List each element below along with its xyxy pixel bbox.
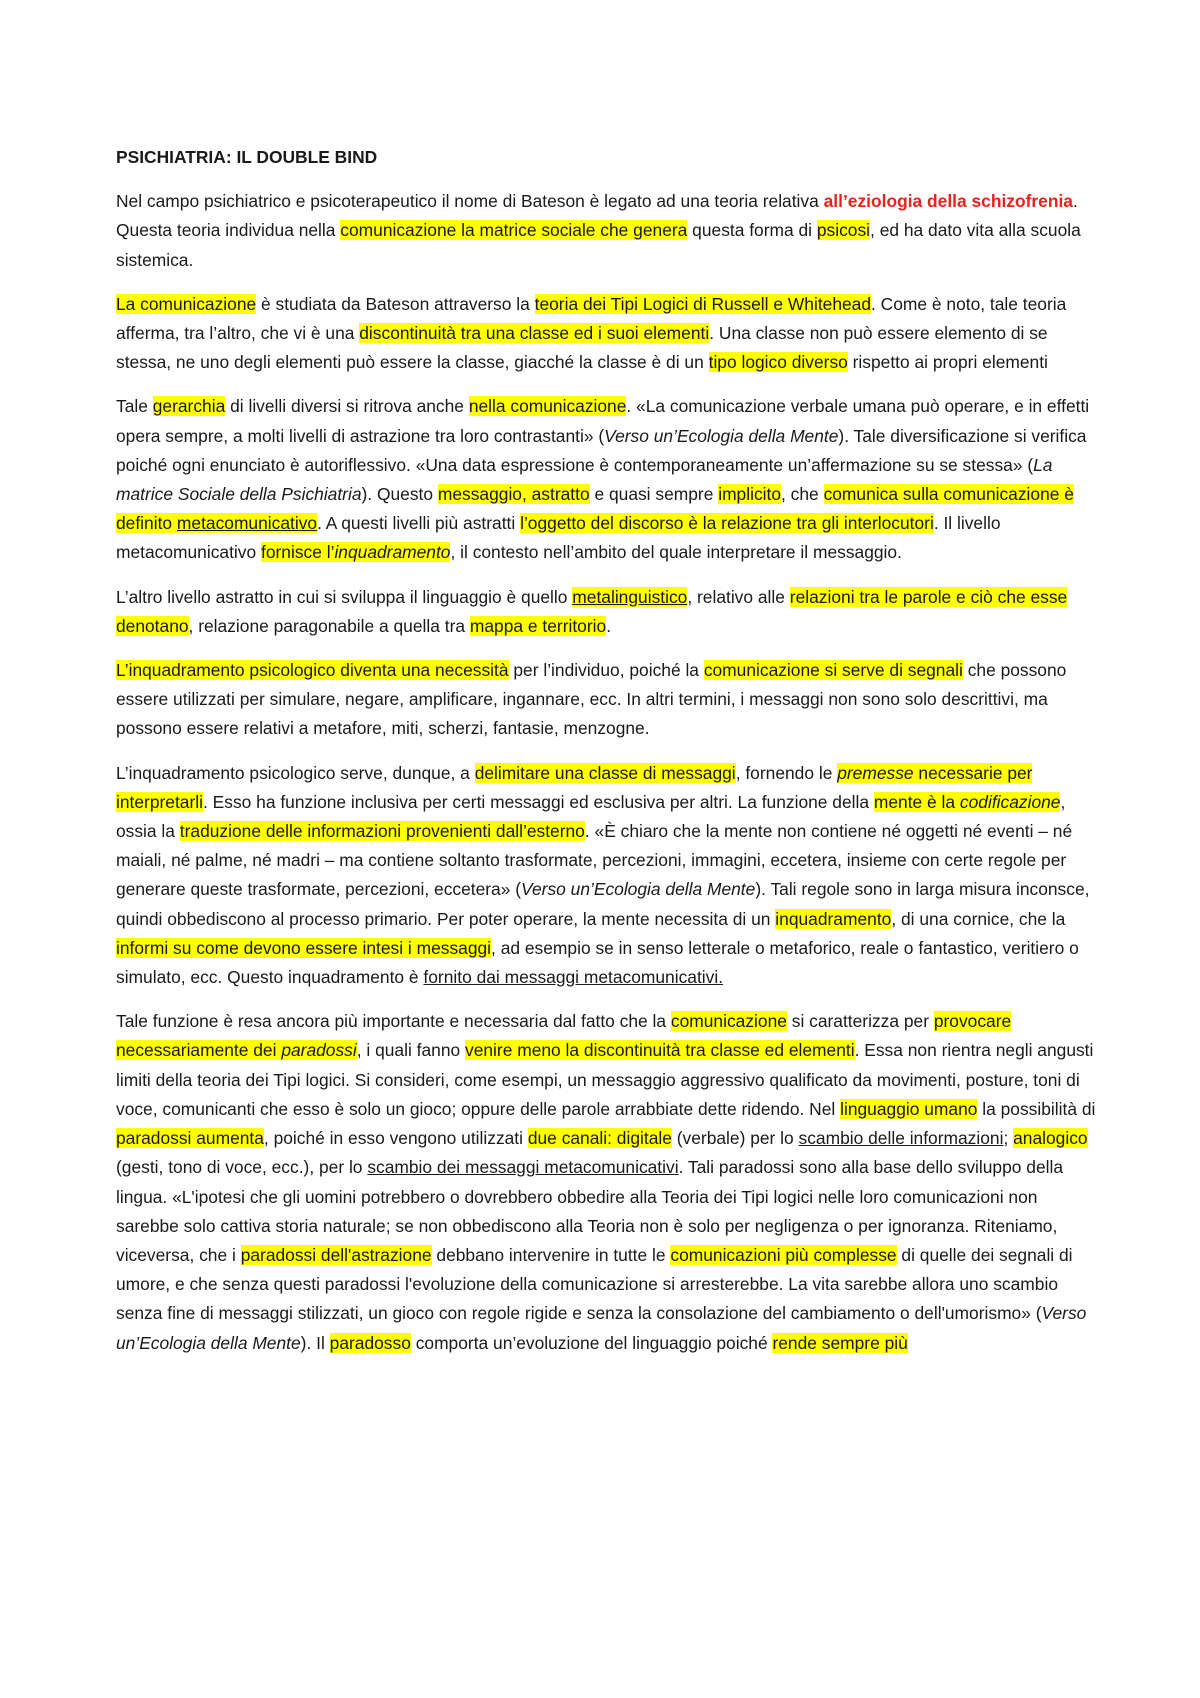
text-run: comunicazione la matrice sociale che genera xyxy=(340,220,688,241)
text-run: ). Il xyxy=(300,1332,330,1353)
text-run: L’altro livello astratto in cui si sviluppa il linguaggio è quello xyxy=(116,586,573,607)
text-run: La matrice Sociale della Psichiatria xyxy=(116,454,1053,505)
text-run: discontinuità tra una classe ed i suoi elementi xyxy=(359,323,710,344)
text-run: , relazione paragonabile a quella tra xyxy=(188,615,470,636)
text-run: . Il livello metacomunicativo xyxy=(116,513,1001,563)
text-run: si caratterizza per xyxy=(786,1011,934,1032)
paragraph-3 xyxy=(116,392,1096,567)
text-run: . xyxy=(606,615,612,636)
text-run: delimitare una classe di messaggi xyxy=(474,762,736,783)
text-run: che possono essere utilizzati per simulare, negare, amplificare, ingannare, ecc. In altri termini, i messaggi non sono solo descrittivi, ma possono essere relativi a metafore, miti, scherzi, fantasie, menzogne. xyxy=(116,660,1067,739)
text-run: paradossi aumenta xyxy=(116,1128,264,1149)
text-run: per l’individuo, poiché la xyxy=(508,660,704,681)
text-run: rispetto ai propri elementi xyxy=(847,352,1048,373)
text-run: . Come è noto, tale teoria afferma, tra l’altro, che vi è una xyxy=(116,293,1067,344)
document-body xyxy=(116,143,1096,1373)
text-run: Tale funzione è resa ancora più importante e necessaria dal fatto che la xyxy=(116,1011,671,1032)
text-run: codificazione xyxy=(959,791,1061,812)
text-run: all’eziologia della schizofrenia xyxy=(823,191,1073,212)
text-run: . Una classe non può essere elemento di se stessa, ne uno degli elementi può essere la classe, giacché la classe è di un xyxy=(116,323,1048,373)
text-run: l’oggetto del discorso è la relazione tra gli interlocutori xyxy=(520,513,934,534)
text-run: teoria dei Tipi Logici di Russell e Whitehead xyxy=(534,293,872,314)
document-title: PSICHIATRIA: IL DOUBLE BIND xyxy=(116,147,378,167)
paragraph-1 xyxy=(116,187,1096,275)
text-run: nella comunicazione xyxy=(468,396,627,417)
text-run: è studiata da Bateson attraverso la xyxy=(256,293,535,314)
text-run: ). Questo xyxy=(361,484,438,505)
text-run: . Essa non rientra negli angusti limiti della teoria dei Tipi logici. Si consideri, come esempi, un messaggio aggressivo qualificato da movimenti, posture, toni di voce, comunicanti che esso è solo un gioco; oppure delle parole arrabbiate dette ridendo. Nel xyxy=(116,1040,1094,1119)
text-run: ). Tali regole sono in larga misura inconsce, quindi obbediscono al processo primario. Per poter operare, la mente necessita di un xyxy=(116,879,1090,929)
text-run: di livelli diversi si ritrova anche xyxy=(225,396,469,417)
text-run: . Questa teoria individua nella xyxy=(116,191,1078,241)
text-run: (verbale) per lo xyxy=(671,1128,799,1149)
text-run: necessarie per interpretarli xyxy=(116,762,1033,812)
text-run: linguaggio umano xyxy=(840,1098,978,1119)
text-run: mente è la xyxy=(873,791,960,812)
text-run: gerarchia xyxy=(152,396,226,417)
text-run: , che xyxy=(781,484,824,505)
text-run: paradossi xyxy=(281,1040,357,1061)
text-run: fornisce l’ xyxy=(260,542,335,563)
text-run: , poiché in esso vengono utilizzati xyxy=(263,1128,528,1149)
text-run: Verso un’Ecologia della Mente xyxy=(116,1303,1087,1353)
text-run: rende sempre più xyxy=(772,1332,908,1353)
text-run: venire meno la discontinuità tra classe ed elementi xyxy=(465,1040,855,1061)
text-run: ). Tale diversificazione si verifica poiché ogni enunciato è autoriflessivo. «Una data espressione è contemporaneamente un’affermazione su se stessa» ( xyxy=(116,425,1087,475)
text-run: , di una cornice, che la xyxy=(891,908,1066,929)
text-run: , il contesto nell’ambito del quale interpretare il messaggio. xyxy=(450,542,902,563)
paragraphs-container xyxy=(116,187,1096,1358)
text-run: analogico xyxy=(1013,1128,1088,1149)
text-run: comunica sulla comunicazione è definito xyxy=(116,484,1074,534)
text-run: metalinguistico xyxy=(572,586,688,607)
text-run: . «La comunicazione verbale umana può operare, e in effetti opera sempre, a molti livelli di astrazione tra loro contrastanti» ( xyxy=(116,396,1090,446)
text-run: . Esso ha funzione inclusiva per certi messaggi ed esclusiva per altri. La funzione della xyxy=(203,791,874,812)
text-run: comunicazione si serve di segnali xyxy=(703,660,963,681)
text-run: scambio dei messaggi metacomunicativi xyxy=(367,1157,679,1178)
text-run: , relativo alle xyxy=(687,586,790,607)
text-run: L’inquadramento psicologico diventa una necessità xyxy=(116,660,509,681)
text-run: tipo logico diverso xyxy=(708,352,848,373)
text-run: mappa e territorio xyxy=(469,615,607,636)
paragraph-5 xyxy=(116,656,1096,744)
text-run: . A questi livelli più astratti xyxy=(317,513,521,534)
paragraph-4 xyxy=(116,583,1096,641)
text-run: relazioni tra le parole e ciò che esse denotano xyxy=(116,586,1068,636)
text-run: fornito dai messaggi metacomunicativi. xyxy=(423,967,724,988)
text-run: inquadramento xyxy=(775,908,892,929)
text-run: di quelle dei segnali di umore, e che senza questi paradossi l'evoluzione della comunicazione si arresterebbe. La vita sarebbe allora uno scambio senza fine di messaggi stilizzati, un gioco con regole rigide e senza la consolazione del cambiamento o dell'umorismo» ( xyxy=(116,1244,1073,1324)
text-run: , fornendo le xyxy=(735,762,838,783)
text-run: due canali: digitale xyxy=(527,1128,672,1149)
text-run: . «È chiaro che la mente non contiene né oggetti né eventi – né maiali, né palme, né madri – ma contiene soltanto trasformate, percezioni, immagini, eccetera, insieme con certe regole per generare queste trasformate, percezioni, eccetera» ( xyxy=(116,821,1073,900)
text-run: Nel campo psichiatrico e psicoterapeutico il nome di Bateson è legato ad una teoria relativa xyxy=(116,191,824,212)
text-run: traduzione delle informazioni provenienti dall’esterno xyxy=(179,821,585,842)
text-run: comunicazione xyxy=(670,1011,787,1032)
text-run: messaggio, astratto xyxy=(437,484,590,505)
text-run: questa forma di xyxy=(687,220,817,241)
text-run: paradosso xyxy=(329,1332,411,1353)
text-run: provocare necessariamente dei xyxy=(116,1011,1012,1061)
text-run: premesse xyxy=(837,762,914,783)
text-run: e quasi sempre xyxy=(589,484,719,505)
text-run: implicito xyxy=(718,484,782,505)
text-run: la possibilità di xyxy=(977,1098,1096,1119)
text-run: inquadramento xyxy=(334,542,451,563)
text-run: L’inquadramento psicologico serve, dunque, a xyxy=(116,762,475,783)
text-run: , i quali fanno xyxy=(356,1040,466,1061)
text-run: , ossia la xyxy=(116,791,1066,842)
text-run: (gesti, tono di voce, ecc.), per lo xyxy=(116,1157,368,1178)
text-run: scambio delle informazioni xyxy=(798,1128,1004,1149)
text-run: psicosi xyxy=(816,220,871,241)
paragraph-7 xyxy=(116,1007,1096,1357)
text-run: debbano intervenire in tutte le xyxy=(431,1244,671,1265)
text-run: , ed ha dato vita alla scuola sistemica. xyxy=(116,220,1081,270)
text-run: . Tali paradossi sono alla base dello sviluppo della lingua. «L'ipotesi che gli uomini potrebbero o dovrebbero obbedire alla Teoria dei Tipi logici nelle loro comunicazioni non sarebbe solo cattiva storia naturale; se non obbediscono alla Teoria non è solo per negligenza o per ignoranza. Riteniamo, viceversa, che i xyxy=(116,1157,1064,1265)
text-run: comunicazioni più complesse xyxy=(670,1244,897,1265)
text-run: paradossi dell'astrazione xyxy=(240,1244,432,1265)
text-run: Verso un’Ecologia della Mente xyxy=(521,879,756,900)
text-run: Tale xyxy=(116,396,153,417)
text-run: comporta un’evoluzione del linguaggio poiché xyxy=(410,1332,773,1353)
text-run: ; xyxy=(1003,1128,1014,1149)
paragraph-6 xyxy=(116,759,1096,993)
text-run: , ad esempio se in senso letterale o metaforico, reale o fantastico, veritiero o simulato, ecc. Questo inquadramento è xyxy=(116,937,1079,988)
text-run: Verso un’Ecologia della Mente xyxy=(604,425,839,446)
text-run: La comunicazione xyxy=(116,293,257,314)
paragraph-2 xyxy=(116,290,1096,378)
text-run: metacomunicativo xyxy=(176,513,318,534)
text-run: informi su come devono essere intesi i messaggi xyxy=(116,937,492,958)
